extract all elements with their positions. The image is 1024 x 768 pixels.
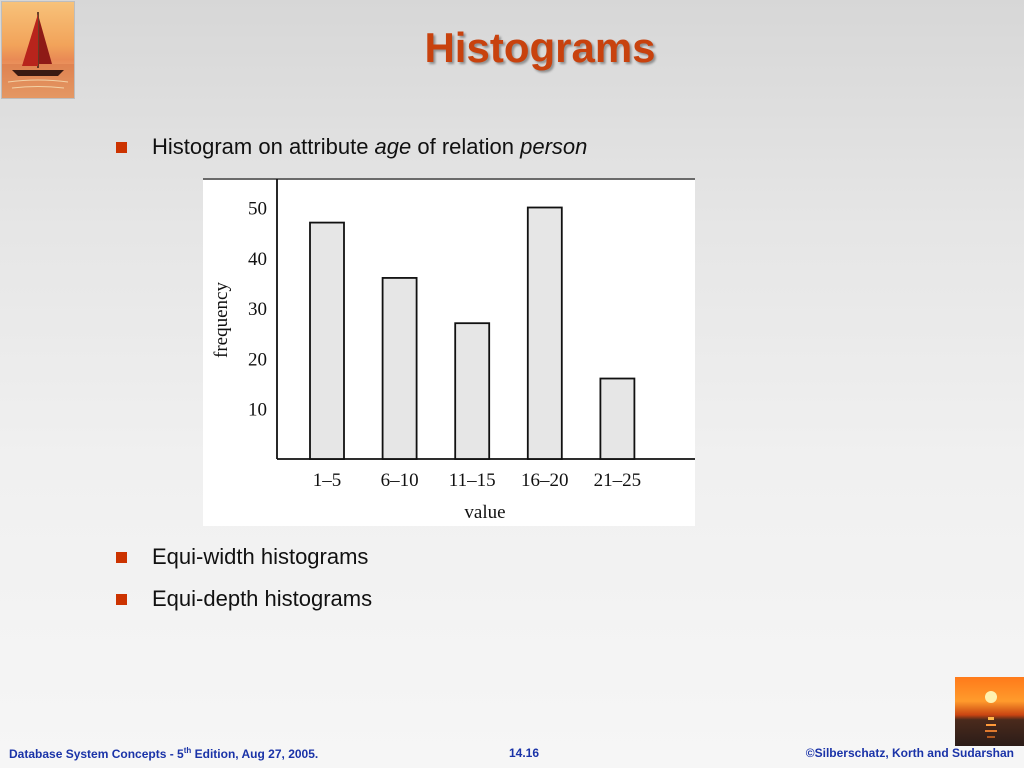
- bullet-square-icon: [116, 594, 127, 605]
- bullet-square-icon: [116, 552, 127, 563]
- x-category-label: 6–10: [380, 470, 419, 491]
- y-tick-label: 10: [248, 399, 267, 421]
- bullet-histogram-on-attribute: [116, 134, 587, 160]
- x-category-label: 16–20: [521, 470, 569, 491]
- histogram-chart: [203, 178, 695, 526]
- histogram-chart-svg: [203, 178, 695, 526]
- x-axis-label: value: [464, 502, 506, 523]
- x-category-label: 21–25: [593, 470, 642, 491]
- bullet-text: Histogram on attribute age of relation person: [152, 134, 588, 159]
- y-tick-label: 40: [248, 248, 267, 270]
- histogram-bar: [310, 223, 344, 459]
- x-category-label: 1–5: [312, 470, 342, 491]
- y-tick-label: 20: [248, 349, 267, 371]
- y-axis-label: frequency: [211, 282, 232, 358]
- sunset-image: [955, 677, 1024, 746]
- footer-left: Database System Concepts - 5th Edition, Aug 27, 2005.: [9, 746, 319, 761]
- y-tick-label: 30: [248, 299, 267, 321]
- histogram-bar: [528, 208, 562, 460]
- histogram-bar: [383, 278, 417, 459]
- x-category-label: 11–15: [448, 470, 496, 491]
- bullet-equi-width: [116, 544, 368, 570]
- footer-page-number: 14.16: [509, 746, 540, 760]
- footer-copyright: ©Silberschatz, Korth and Sudarshan: [805, 746, 1014, 760]
- page-title: Histograms: [424, 24, 656, 71]
- histogram-bar: [600, 379, 634, 459]
- bullet-text: Equi-depth histograms: [152, 586, 373, 611]
- bullet-text: Equi-width histograms: [152, 544, 369, 569]
- bullet-square-icon: [116, 142, 127, 153]
- histogram-bar: [455, 323, 489, 459]
- y-tick-label: 50: [248, 198, 267, 220]
- bullet-equi-depth: [116, 586, 372, 612]
